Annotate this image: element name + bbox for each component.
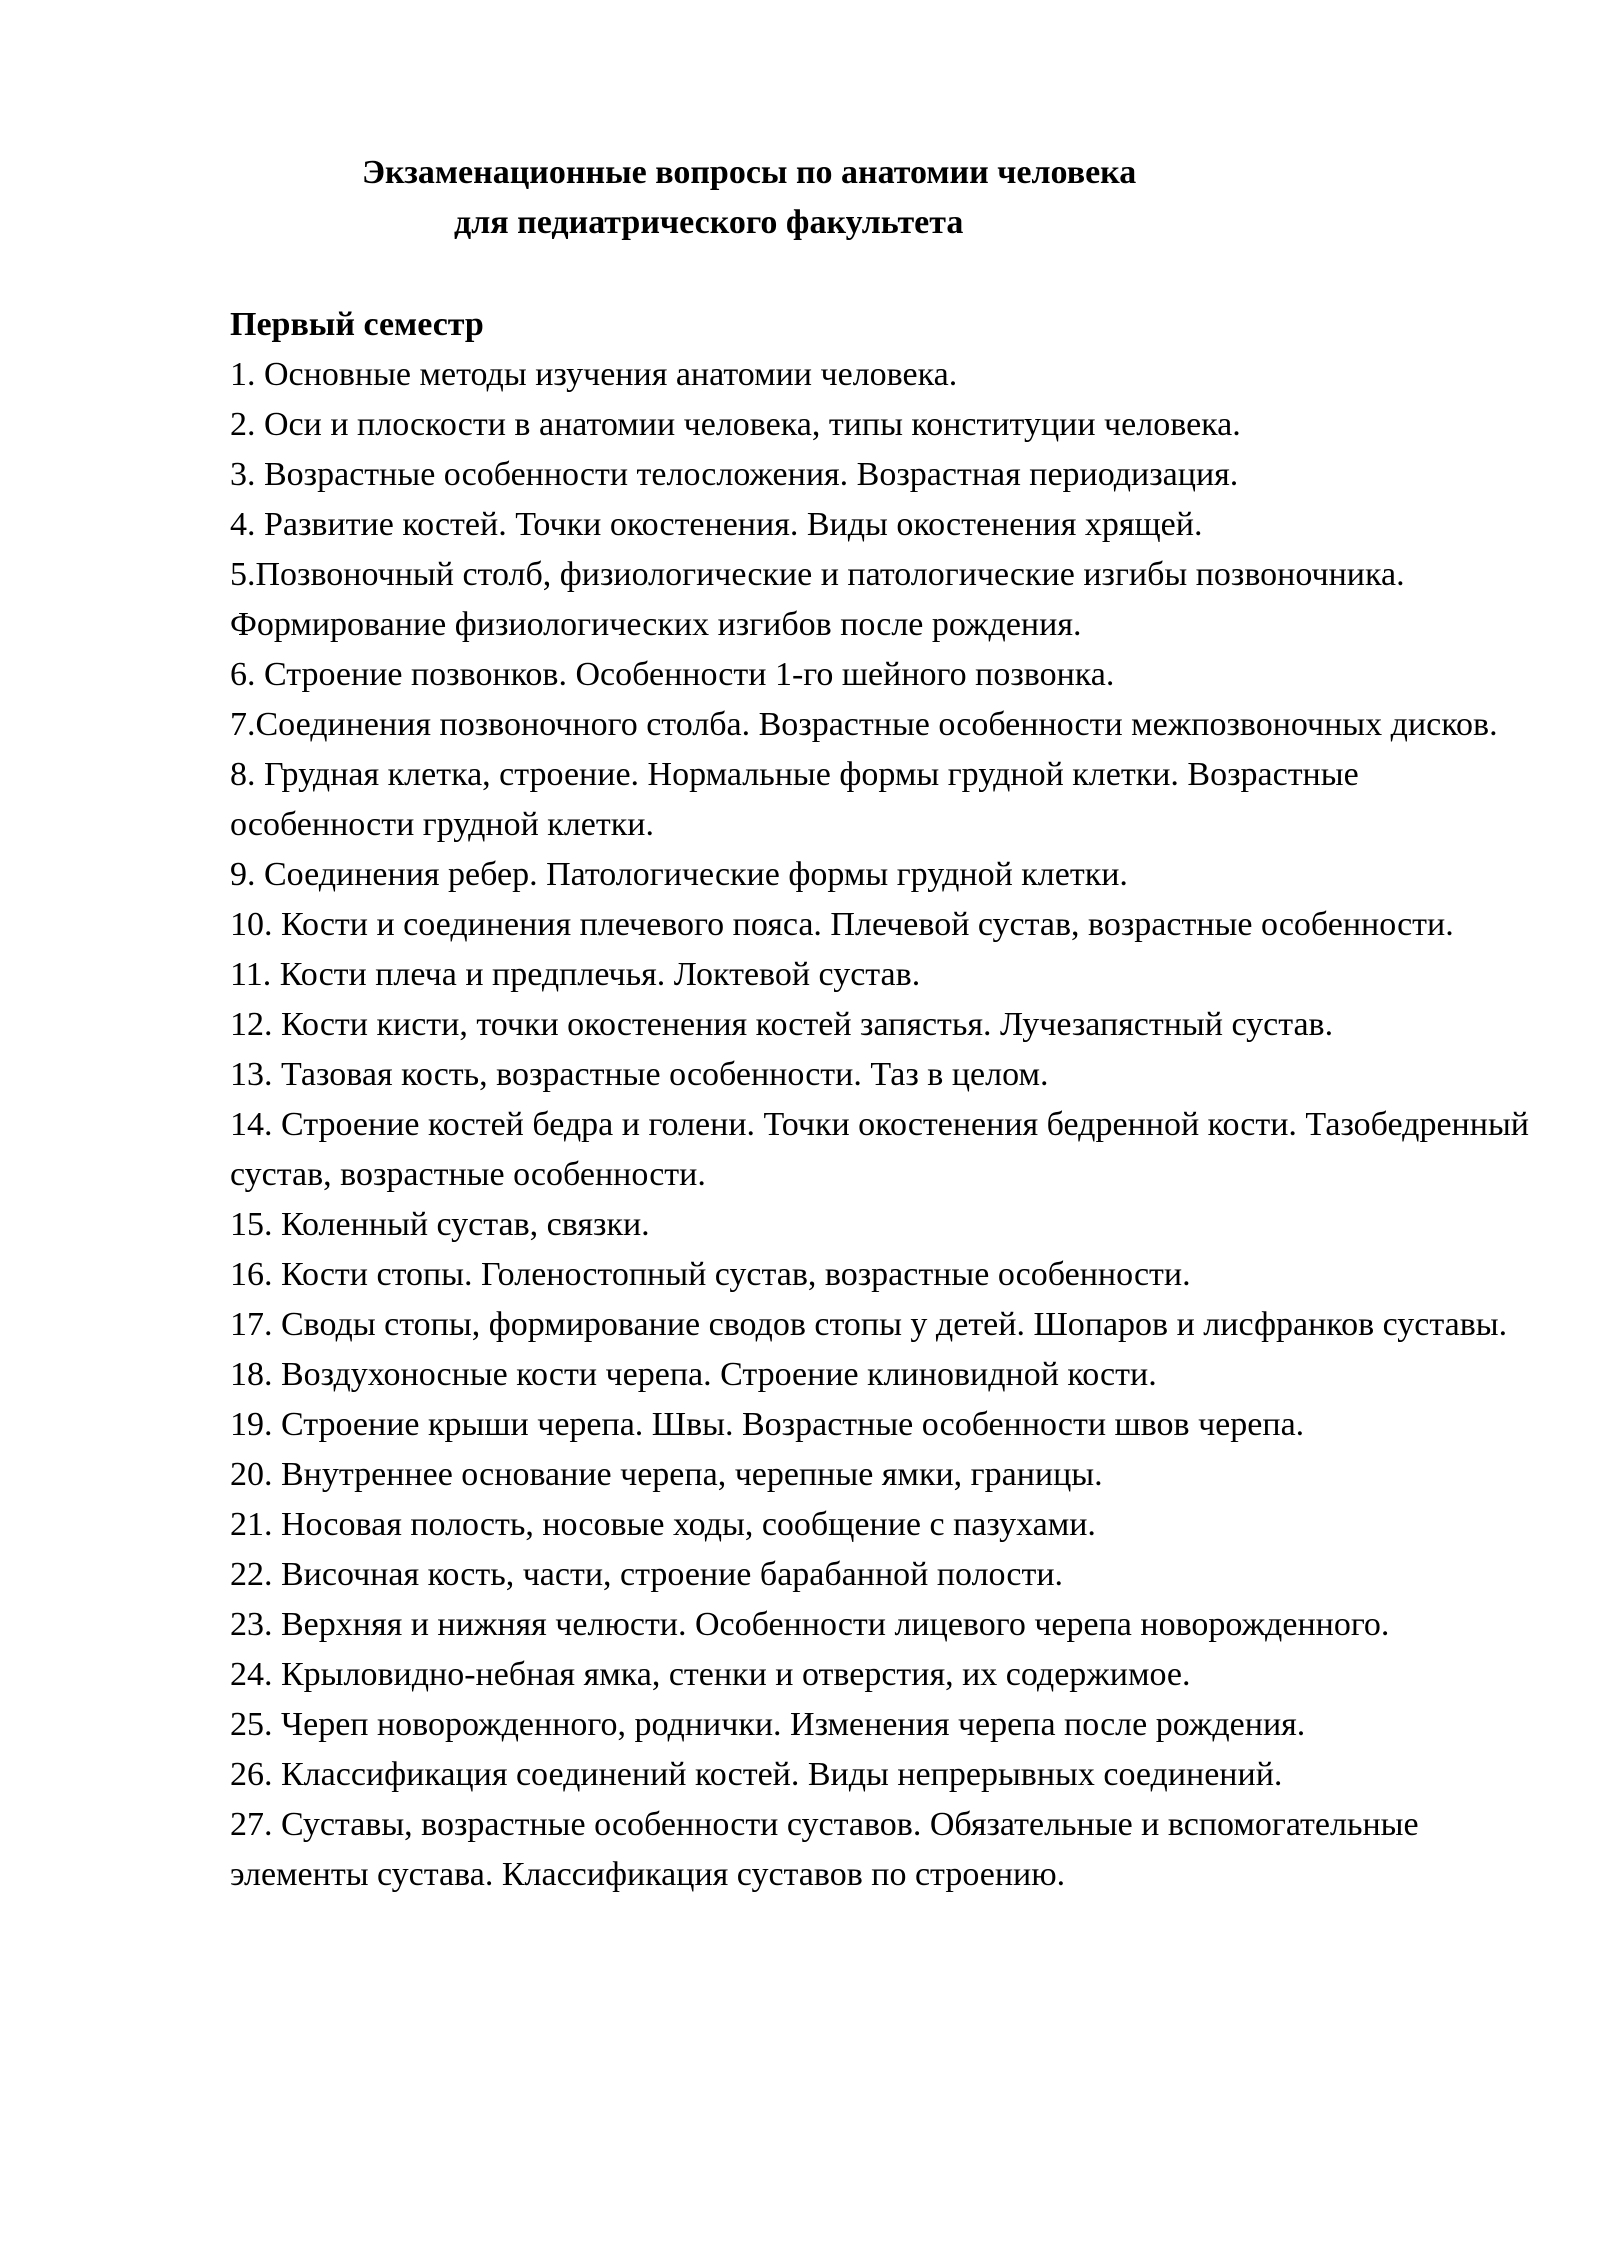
question-item (230, 1800, 1530, 1900)
question-text: Соединения позвоночного столба. Возрастные особенности межпозвоночных дисков. (255, 706, 1498, 743)
question-text: Основные методы изучения анатомии человека. (255, 356, 958, 393)
title-line-2: для педиатрического факультета (454, 204, 964, 241)
question-text: Кости стопы. Голеностопный сустав, возрастные особенности. (272, 1256, 1191, 1293)
question-number: 22. (230, 1556, 273, 1593)
question-text: Кости и соединения плечевого пояса. Плечевой сустав, возрастные особенности. (272, 906, 1454, 943)
question-number: 3. (230, 456, 256, 493)
question-item (230, 500, 1530, 550)
question-text: Крыловидно-небная ямка, стенки и отверстия, их содержимое. (272, 1656, 1191, 1693)
question-text: Строение костей бедра и голени. Точки окостенения бедренной кости. Тазобедренный сустав, возрастные особенности. (230, 1106, 1529, 1193)
question-item (230, 1000, 1530, 1050)
question-item (230, 1500, 1530, 1550)
question-item (230, 1050, 1530, 1100)
question-number: 24. (230, 1656, 273, 1693)
question-number: 21. (230, 1506, 273, 1543)
question-item (230, 900, 1530, 950)
question-item (230, 550, 1530, 650)
question-text: Кости плеча и предплечья. Локтевой сустав. (271, 956, 921, 993)
question-number: 9. (230, 856, 256, 893)
question-item (230, 1750, 1530, 1800)
question-number: 27. (230, 1806, 273, 1843)
question-item (230, 850, 1530, 900)
question-number: 23. (230, 1606, 273, 1643)
question-number: 6. (230, 656, 256, 693)
question-number: 26. (230, 1756, 273, 1793)
document-title (0, 148, 1600, 248)
question-number: 25. (230, 1706, 273, 1743)
question-text: Классификация соединений костей. Виды непрерывных соединений. (272, 1756, 1283, 1793)
question-item (230, 1350, 1530, 1400)
question-item (230, 950, 1530, 1000)
question-item (230, 1450, 1530, 1500)
question-number: 17. (230, 1306, 273, 1343)
question-item (230, 650, 1530, 700)
question-list (230, 350, 1530, 1900)
question-item (230, 1600, 1530, 1650)
question-number: 4. (230, 506, 256, 543)
question-text: Суставы, возрастные особенности суставов. Обязательные и вспомогательные элементы сустава. Классификация суставов по строению. (230, 1806, 1419, 1893)
question-item (230, 1550, 1530, 1600)
document-body (230, 300, 1530, 1900)
question-item (230, 1200, 1530, 1250)
question-text: Тазовая кость, возрастные особенности. Таз в целом. (272, 1056, 1049, 1093)
question-number: 10. (230, 906, 273, 943)
question-number: 13. (230, 1056, 273, 1093)
question-item (230, 350, 1530, 400)
question-text: Строение позвонков. Особенности 1-го шейного позвонка. (255, 656, 1115, 693)
question-item (230, 1650, 1530, 1700)
question-text: Позвоночный столб, физиологические и патологические изгибы позвоночника. Формирование физиологических изгибов после рождения. (230, 556, 1405, 643)
question-item (230, 700, 1530, 750)
question-item (230, 1400, 1530, 1450)
question-number: 18. (230, 1356, 273, 1393)
question-text: Строение крыши черепа. Швы. Возрастные особенности швов черепа. (272, 1406, 1305, 1443)
question-number: 8. (230, 756, 256, 793)
question-number: 11. (230, 956, 272, 993)
question-item (230, 400, 1530, 450)
question-text: Соединения ребер. Патологические формы грудной клетки. (255, 856, 1128, 893)
question-number: 14. (230, 1106, 273, 1143)
question-item (230, 1250, 1530, 1300)
question-item (230, 450, 1530, 500)
question-text: Своды стопы, формирование сводов стопы у детей. Шопаров и лисфранков суставы. (272, 1306, 1508, 1343)
question-item (230, 1100, 1530, 1200)
question-text: Воздухоносные кости черепа. Строение клиновидной кости. (272, 1356, 1157, 1393)
question-text: Носовая полость, носовые ходы, сообщение с пазухами. (272, 1506, 1096, 1543)
question-number: 20. (230, 1456, 273, 1493)
question-number: 15. (230, 1206, 273, 1243)
question-number: 5. (230, 556, 256, 593)
question-number: 12. (230, 1006, 273, 1043)
question-text: Коленный сустав, связки. (272, 1206, 650, 1243)
question-number: 1. (230, 356, 256, 393)
question-text: Развитие костей. Точки окостенения. Виды окостенения хрящей. (255, 506, 1203, 543)
question-number: 19. (230, 1406, 273, 1443)
title-line-1: Экзаменационные вопросы по анатомии человека (362, 154, 1137, 191)
question-text: Верхняя и нижняя челюсти. Особенности лицевого черепа новорожденного. (272, 1606, 1390, 1643)
question-text: Оси и плоскости в анатомии человека, типы конституции человека. (255, 406, 1241, 443)
question-number: 16. (230, 1256, 273, 1293)
section-heading: Первый семестр (230, 306, 484, 343)
question-text: Грудная клетка, строение. Нормальные формы грудной клетки. Возрастные особенности грудной клетки. (230, 756, 1359, 843)
question-text: Возрастные особенности телосложения. Возрастная периодизация. (255, 456, 1239, 493)
question-item (230, 1300, 1530, 1350)
question-text: Височная кость, части, строение барабанной полости. (272, 1556, 1064, 1593)
question-item (230, 750, 1530, 850)
question-number: 2. (230, 406, 256, 443)
question-text: Внутреннее основание черепа, черепные ямки, границы. (272, 1456, 1103, 1493)
question-item (230, 1700, 1530, 1750)
question-text: Череп новорожденного, роднички. Изменения черепа после рождения. (272, 1706, 1306, 1743)
question-text: Кости кисти, точки окостенения костей запястья. Лучезапястный сустав. (272, 1006, 1334, 1043)
question-number: 7. (230, 706, 256, 743)
